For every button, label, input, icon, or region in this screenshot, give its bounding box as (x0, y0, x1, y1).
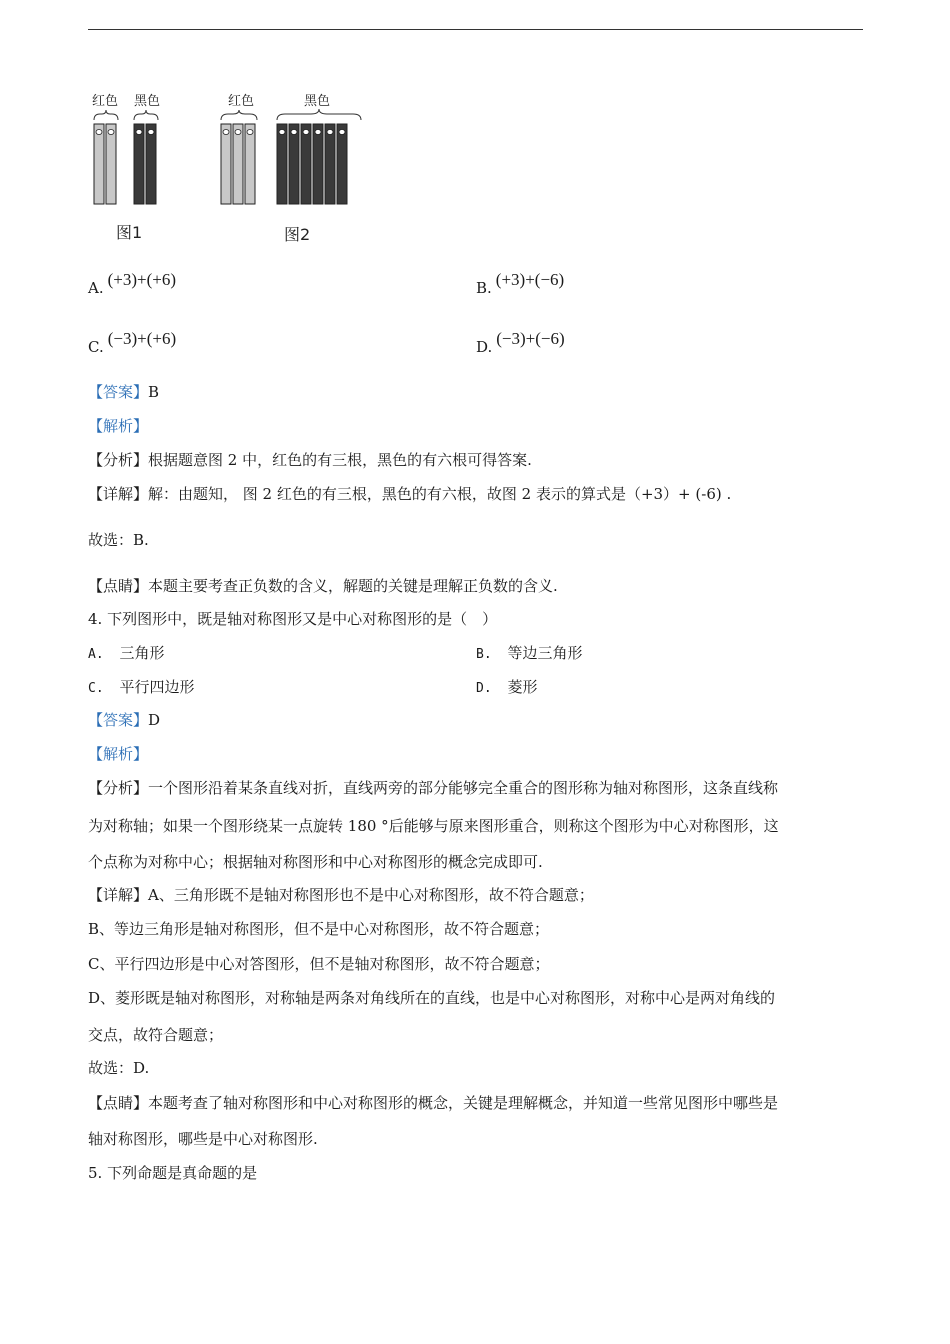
answer-value: D (148, 711, 161, 729)
option-letter: C. (88, 338, 104, 356)
fig2-red-brace (221, 110, 257, 120)
xiangjie-text: 解：由题知， 图 2 红色的有三根，黑色的有六根，故图 2 表示的算式是（+3）+ (-6) . (148, 485, 732, 503)
q4-detail-d-line-2 (88, 1025, 223, 1045)
q4-detail-c (88, 954, 549, 974)
option-text: 三角形 (119, 644, 165, 662)
q4-stem (88, 609, 497, 629)
xiangjie-text: A、三角形既不是轴对称图形也不是中心对称图形，故不符合题意； (148, 886, 594, 904)
fenxi-tag: 【分析】 (88, 779, 149, 797)
option-text: 等边三角形 (507, 644, 583, 662)
fig1-black-stick (134, 124, 144, 204)
q3-option-b (476, 270, 565, 298)
fig1-red-label: 红色 (92, 94, 119, 109)
answer-value: B (148, 383, 160, 401)
q4-detail-d-line-1 (88, 988, 775, 1008)
fig2-black-brace (277, 109, 361, 120)
q3-jiexi (88, 416, 148, 436)
q3-option-a (88, 270, 177, 298)
fig2-caption: 图2 (284, 225, 311, 244)
q5-stem (88, 1163, 257, 1183)
q3-option-d (476, 329, 565, 357)
q4-analysis-line-3 (88, 852, 543, 872)
fig1-black-label: 黑色 (134, 94, 161, 109)
xiangjie-text: D、菱形既是轴对称图形，对称轴是两条对角线所在的直线，也是中心对称图形，对称中心是两对角线的 (88, 989, 776, 1007)
q3-analysis (88, 450, 532, 470)
fenxi-text: 个点称为对称中心；根据轴对称图形和中心对称图形的概念完成即可. (88, 853, 543, 871)
fig2-black-stick (313, 124, 323, 204)
option-expr: (−3)+(−6) (496, 329, 565, 348)
dianjing-tag: 【点睛】 (88, 577, 149, 595)
fig1-red-stick (94, 124, 104, 204)
fig2-black-stick (289, 124, 299, 204)
fig2-black-stick (325, 124, 335, 204)
option-expr: (+3)+(−6) (495, 270, 565, 289)
fig2-red-label: 红色 (228, 94, 255, 109)
fig1-red-brace (94, 110, 118, 120)
fig2-black-stick (337, 124, 347, 204)
q4-analysis-line-2 (88, 816, 779, 836)
counting-sticks-figure (88, 88, 378, 248)
q3-answer (88, 382, 159, 402)
fig1-black-brace (134, 110, 158, 120)
option-letter: D. (476, 681, 492, 696)
fenxi-text: 根据题意图 2 中，红色的有三根，黑色的有六根可得答案. (148, 451, 532, 469)
fig2-black-stick (277, 124, 287, 204)
q4-option-d (476, 677, 538, 699)
figure-1 (92, 94, 160, 242)
q4-option-c (88, 677, 195, 699)
q4-detail-b (88, 919, 549, 939)
dianjing-text: 轴对称图形，哪些是中心对称图形. (88, 1130, 318, 1148)
dianjing-tag: 【点睛】 (88, 1094, 149, 1112)
fig2-red-stick (245, 124, 255, 204)
figure-2 (221, 94, 361, 244)
option-letter: B. (476, 647, 492, 662)
option-letter: A. (88, 647, 104, 662)
option-letter: D. (476, 338, 493, 356)
fig2-black-label: 黑色 (304, 94, 331, 109)
xiangjie-tag: 【详解】 (88, 485, 149, 503)
header-rule (88, 29, 863, 30)
xiangjie-text: 交点，故符合题意； (88, 1026, 224, 1044)
option-expr: (+3)+(+6) (107, 270, 177, 289)
fig1-caption: 图1 (116, 223, 143, 242)
answer-tag: 【答案】 (88, 711, 149, 729)
fig2-black-stick (301, 124, 311, 204)
q4-option-a (88, 643, 165, 665)
question-stem: 4. 下列图形中，既是轴对称图形又是中心对称图形的是（ ） (88, 610, 498, 628)
option-text: 平行四边形 (119, 678, 195, 696)
q4-remark-line-2 (88, 1129, 318, 1149)
fig2-red-stick (221, 124, 231, 204)
jiexi-tag: 【解析】 (88, 417, 149, 435)
fenxi-text: 为对称轴；如果一个图形绕某一点旋转 180 °后能够与原来图形重合，则称这个图形为中心对称图形，这 (88, 817, 779, 835)
q4-answer (88, 710, 160, 730)
q3-option-c (88, 329, 177, 357)
xiangjie-text: C、平行四边形是中心对答图形，但不是轴对称图形，故不符合题意； (88, 955, 550, 973)
option-letter: C. (88, 681, 104, 696)
choose-text: 故选：D. (88, 1059, 150, 1077)
q4-detail-a (88, 885, 594, 905)
xiangjie-text: B、等边三角形是轴对称图形，但不是中心对称图形，故不符合题意； (88, 920, 550, 938)
fig1-red-stick (106, 124, 116, 204)
dianjing-text: 本题考查了轴对称图形和中心对称图形的概念，关键是理解概念，并知道一些常见图形中哪些是 (148, 1094, 779, 1112)
xiangjie-tag: 【详解】 (88, 886, 149, 904)
answer-tag: 【答案】 (88, 383, 149, 401)
q3-choose (88, 530, 149, 550)
q3-detail (88, 484, 731, 504)
jiexi-tag: 【解析】 (88, 745, 149, 763)
q3-remark (88, 576, 558, 596)
option-letter: B. (476, 279, 492, 297)
q4-choose (88, 1058, 149, 1078)
fenxi-text: 一个图形沿着某条直线对折，直线两旁的部分能够完全重合的图形称为轴对称图形，这条直线称 (148, 779, 779, 797)
question-stem: 5. 下列命题是真命题的是 (88, 1164, 258, 1182)
dianjing-text: 本题主要考查正负数的含义，解题的关键是理解正负数的含义. (148, 577, 558, 595)
q4-analysis-line-1 (88, 778, 778, 798)
fig1-black-stick (146, 124, 156, 204)
q4-remark-line-1 (88, 1093, 778, 1113)
fenxi-tag: 【分析】 (88, 451, 149, 469)
option-text: 菱形 (507, 678, 538, 696)
choose-text: 故选：B. (88, 531, 149, 549)
q4-jiexi (88, 744, 148, 764)
fig2-red-stick (233, 124, 243, 204)
option-letter: A. (88, 279, 104, 297)
option-expr: (−3)+(+6) (107, 329, 177, 348)
q4-option-b (476, 643, 583, 665)
